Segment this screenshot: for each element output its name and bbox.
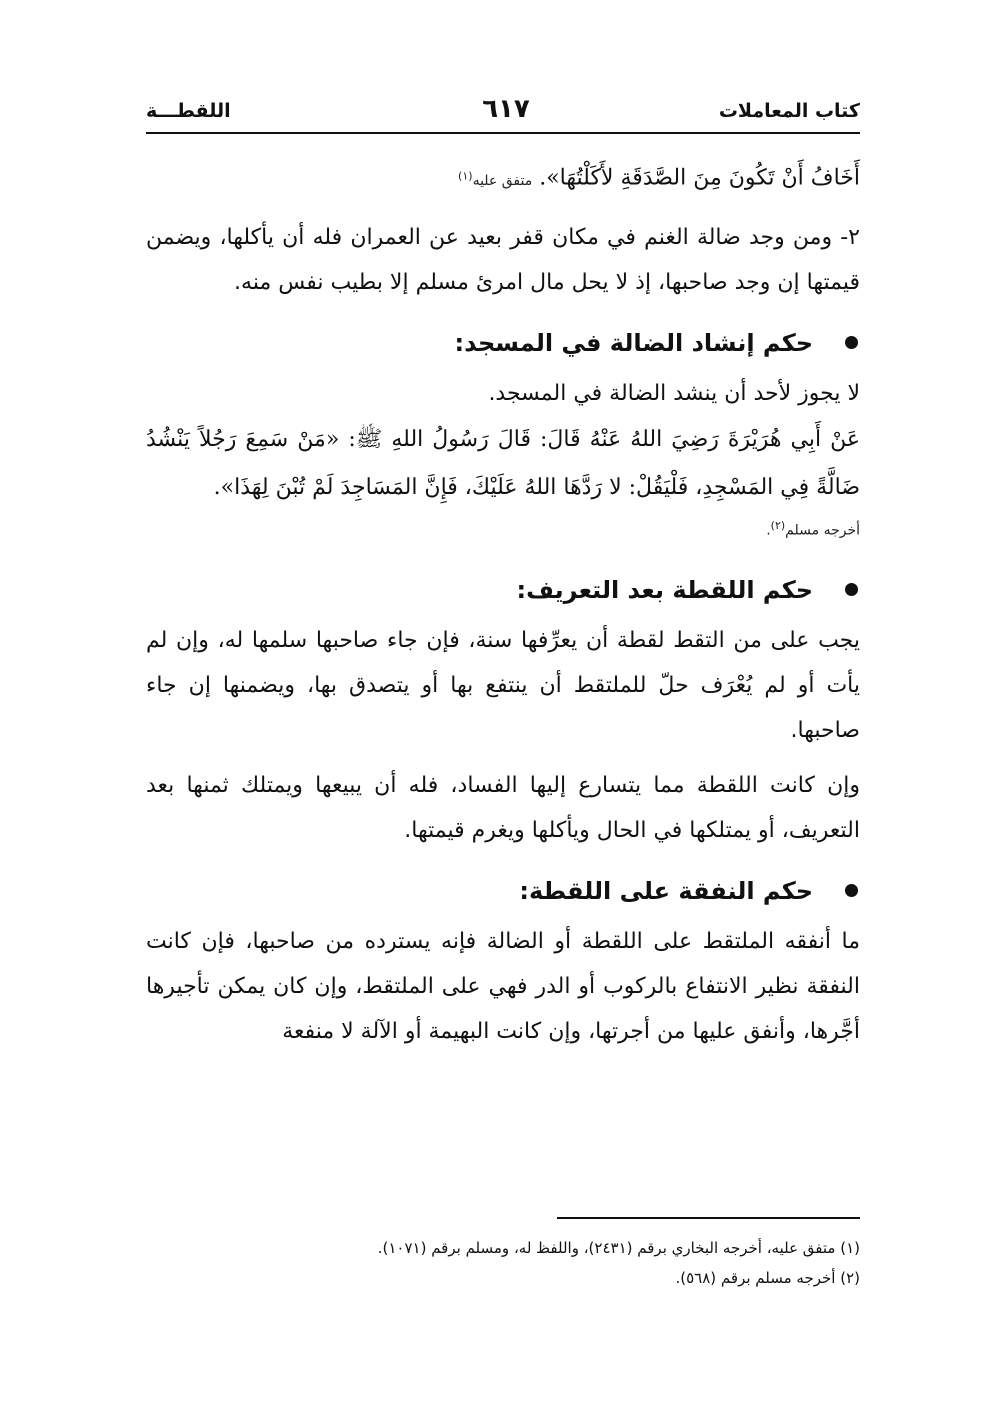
hadith-source: أخرجه مسلم$^{(٢)}$. (766, 518, 860, 539)
header-section-title: اللقطـــة (146, 100, 231, 122)
bullet-icon (845, 583, 858, 596)
hadith-text: عَنْ أَبِي هُرَيْرَةَ رَضِيَ اللهُ عَنْهُ قَالَ: قَالَ رَسُولُ اللهِ ﷺ: «مَنْ سَمِعَ رَجُلاً يَنْشُدُ ضَالَّةً فِي المَسْجِدِ، فَلْيَقُلْ: لا رَدَّهَا اللهُ عَلَيْكَ، فَإِنَّ المَسَاجِدَ لَمْ تُبْنَ لِهَذَا». (146, 426, 860, 500)
section-heading-expenses: حكم النفقة على اللقطة: (146, 871, 860, 911)
section-heading-lost-in-mosque: حكم إنشاد الضالة في المسجد: (146, 323, 860, 363)
main-text (146, 152, 860, 1054)
header-book-chapter: كتاب المعاملات (718, 100, 860, 122)
section-heading-after-announcement: حكم اللقطة بعد التعريف: (146, 570, 860, 610)
hadith-end-text: أَخَافُ أَنْ تَكُونَ مِنَ الصَّدَقَةِ لأَكَلْتُهَا». (539, 165, 860, 191)
numbered-item-2: ٢- ومن وجد ضالة الغنم في مكان قفر بعيد عن العمران فله أن يأكلها، ويضمن قيمتها إن وجد صاحبها، إذ لا يحل مال امرئ مسلم إلا بطيب نفس منه. (146, 224, 860, 295)
hadith-continuation (146, 152, 860, 205)
paragraph-expenses: ما أنفقه الملتقط على اللقطة أو الضالة فإنه يسترده من صاحبها، فإن كانت النفقة نظير الانتفاع بالركوب أو الدر فهي على الملتقط، وإن كان يمكن تأجيرها أجَّرها، وأنفق عليها من أجرتها، وإن كانت البهيمة أو الآلة لا منفعة (146, 929, 860, 1045)
bullet-icon (845, 336, 858, 349)
running-header (146, 92, 860, 132)
paragraph-announcement-ruling: يجب على من التقط لقطة أن يعرِّفها سنة، فإن جاء صاحبها سلمها له، وإن لم يأت أو لم يُعْرَف حلّ للملتقط أن ينتفع بها أو يتصدق بها، ويضمنها إن جاء صاحبها. (146, 628, 860, 744)
footnote-1: (١) متفق عليه، أخرجه البخاري برقم (٢٤٣١)، واللفظ له، ومسلم برقم (١٠٧١). (377, 1239, 860, 1257)
footnotes (146, 1233, 860, 1293)
paragraph-perishable-items: وإن كانت اللقطة مما يتسارع إليها الفساد، فله أن يبيعها ويمتلك ثمنها بعد التعريف، أو يمتلكها في الحال ويأكلها ويغرم قيمتها. (146, 773, 860, 844)
page-number: ٦١٧ (482, 94, 530, 124)
bullet-icon (845, 884, 858, 897)
header-divider (146, 132, 860, 134)
footnote-ref-2: (٢) (770, 518, 786, 532)
hadith-end-source: متفق عليه$^{(١)}$ (458, 169, 533, 189)
footnote-2: (٢) أخرجه مسلم برقم (٥٦٨). (675, 1269, 860, 1287)
footnote-divider (557, 1217, 860, 1219)
ruling-text: لا يجوز لأحد أن ينشد الضالة في المسجد. (488, 380, 860, 406)
footnote-ref-1: (١) (458, 169, 473, 182)
